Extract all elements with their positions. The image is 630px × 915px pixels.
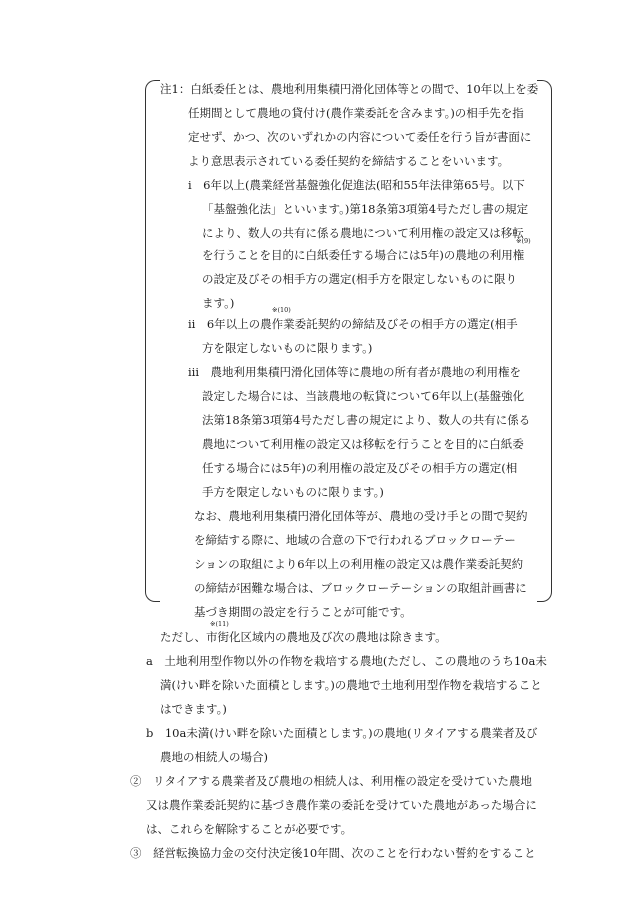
- note-line: 農地について利用権の設定又は移転を行うことを目的に白紙委: [202, 437, 524, 451]
- body-line: 又は農作業委託契約に基づき農作業の委託を受けていた農地があった場合に: [146, 798, 537, 812]
- body-line: 農地の相続人の場合): [160, 750, 268, 764]
- note-line: の締結が困難な場合は、ブロックローテーションの取組計画書に: [194, 581, 527, 595]
- body-line: 満(けい畔を除いた面積とします。)の農地で土地利用型作物を栽培すること: [160, 678, 542, 692]
- note-line: の設定及びその相手方の選定(相手方を限定しないものに限り: [202, 272, 517, 286]
- note-line: により、数人の共有に係る農地について利用権の設定又は移転: [202, 226, 524, 240]
- note-line: 定せず、かつ、次のいずれかの内容について委任を行う旨が書面に: [188, 130, 532, 144]
- note-line: より意思表示されている委任契約を締結することをいいます。: [188, 154, 510, 168]
- note-line: 法第18条第3項第4号ただし書の規定により、数人の共有に係る: [202, 413, 531, 427]
- note-line: を締結する際に、地域の合意の下で行われるブロックローテー: [194, 533, 516, 547]
- note-line: 手方を限定しないものに限ります。): [202, 485, 384, 499]
- note-remark: なお、農地利用集積円滑化団体等が、農地の受け手との間で契約: [194, 509, 528, 523]
- note-line: ションの取組により6年以上の利用権の設定又は農作業委託契約: [194, 557, 524, 571]
- note-line: 方を限定しないものに限ります。): [202, 341, 373, 355]
- note-item-iii: ⅲ 農地利用集積円滑化団体等に農地の所有者が農地の利用権を: [188, 365, 522, 379]
- note-item-i: ⅰ 6年以上(農業経営基盤強化促進法(昭和55年法律第65号。以下: [188, 178, 525, 192]
- body-item-2: ② リタイアする農業者及び農地の相続人は、利用権の設定を受けていた農地: [130, 774, 532, 788]
- note-line: 任期間として農地の貸付け(農作業委託を含みます。)の相手先を指: [188, 106, 524, 120]
- reference-mark-10: ※(10): [272, 306, 291, 314]
- body-item-a: a 土地利用型作物以外の作物を栽培する農地(ただし、この農地のうち10a未: [146, 654, 547, 668]
- body-line: は、これらを解除することが必要です。: [146, 822, 353, 836]
- body-line: ただし、市街化区域内の農地及び次の農地は除きます。: [160, 630, 447, 644]
- note-item-ii: ⅱ 6年以上の農作業委託契約の締結及びその相手方の選定(相手: [188, 317, 518, 331]
- note-bracket-right: [537, 80, 552, 602]
- body-item-3: ③ 経営転換協力金の交付決定後10年間、次のことを行わない誓約をすること: [130, 846, 536, 860]
- body-item-b: b 10a未満(けい畔を除いた面積とします。)の農地(リタイアする農業者及び: [146, 726, 538, 740]
- reference-mark-9: ※(9): [516, 237, 531, 245]
- note-line: ます。): [202, 296, 235, 310]
- note-line: 基づき期間の設定を行うことが可能です。: [194, 605, 412, 619]
- note-line: 「基盤強化法」といいます。)第18条第3項第4号ただし書の規定: [202, 202, 529, 216]
- note-line: を行うことを目的に白紙委任する場合には5年)の農地の利用権: [202, 248, 525, 262]
- reference-mark-11: ※(11): [210, 620, 229, 628]
- note-line: 設定した場合には、当該農地の転貸について6年以上(基盤強化: [202, 389, 525, 403]
- note-line: 注1：白紙委任とは、農地利用集積円滑化団体等との間で、10年以上を委: [160, 82, 539, 96]
- body-line: はできます。): [160, 702, 227, 716]
- note-line: 任する場合には5年)の利用権の設定及びその相手方の選定(相: [202, 461, 518, 475]
- note-bracket-left: [145, 80, 160, 602]
